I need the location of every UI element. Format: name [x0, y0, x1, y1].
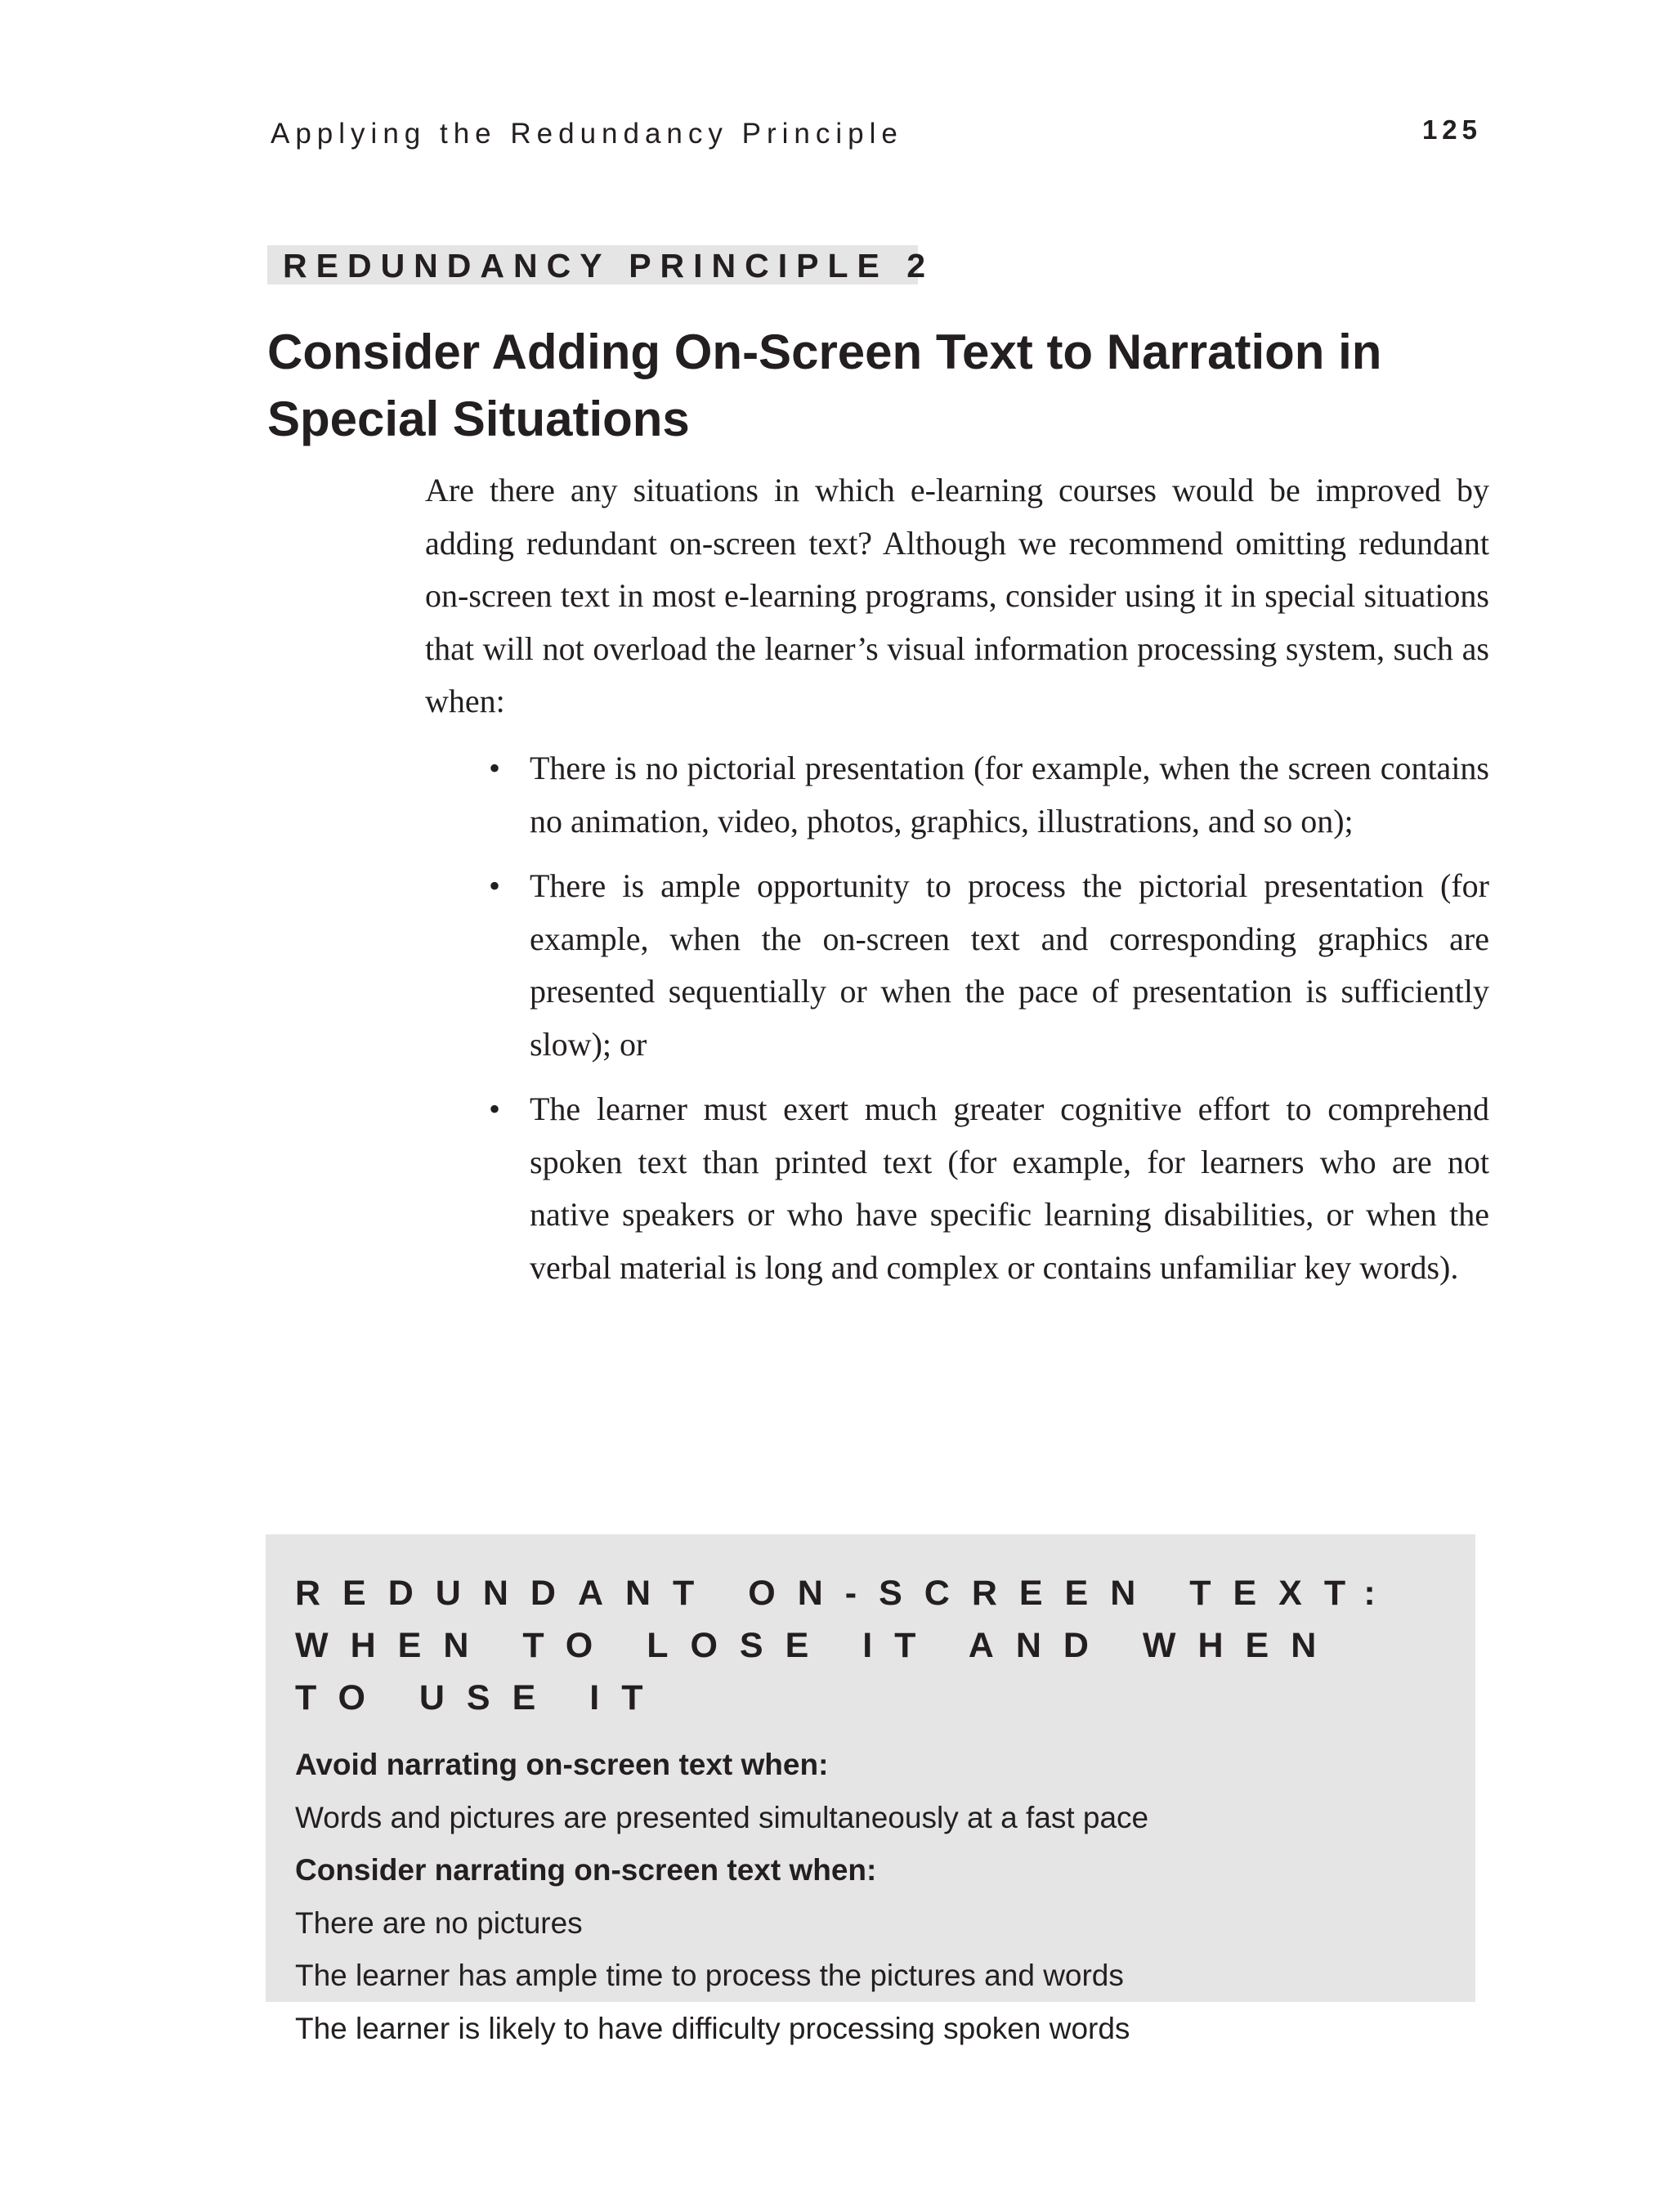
principle-label: REDUNDANCY PRINCIPLE 2 [267, 245, 918, 284]
avoid-item: Words and pictures are presented simultaneously at a fast pace [295, 1800, 1149, 1834]
consider-item: The learner has ample time to process the pictures and words [295, 1959, 1124, 1992]
sidebar-title: REDUNDANT ON-SCREEN TEXT: WHEN TO LOSE IT AND WHEN TO USE IT [295, 1574, 1398, 1717]
bullet-dot: • [489, 1090, 501, 1127]
section-heading: Consider Adding On-Screen Text to Narration in Special Situations [267, 325, 1382, 446]
bullet-item [489, 860, 1489, 1071]
bullet-item [489, 742, 1489, 848]
sidebar-box [266, 1534, 1475, 2045]
intro-paragraph: Are there any situations in which e-learning courses would be improved by adding redundant on-screen text? Although we recommend omitting redundant on-screen text in most e-learning programs, consider using it in special situations that will not overload the learner’s visual information processing system, such as when: [425, 472, 1489, 719]
consider-item: There are no pictures [295, 1905, 583, 1940]
bullet-list [489, 742, 1489, 1306]
bullet-dot: • [489, 867, 501, 904]
bullet-text: There is ample opportunity to process the pictorial presentation (for example, when the on-screen text and corresponding graphics are presented sequentially or when the pace of presentation is sufficiently slow); or [530, 867, 1489, 1063]
bullet-text: There is no pictorial presentation (for example, when the screen contains no animation, video, photos, graphics, illustrations, and so on); [530, 750, 1489, 840]
avoid-heading: Avoid narrating on-screen text when: [295, 1748, 829, 1781]
consider-heading: Consider narrating on-screen text when: [295, 1853, 877, 1887]
page-number: 125 [1421, 114, 1482, 145]
running-head: Applying the Redundancy Principle [271, 118, 903, 150]
bullet-item [489, 1083, 1489, 1294]
bullet-text: The learner must exert much greater cognitive effort to comprehend spoken text than printed text (for example, for learners who are not native speakers or who have specific learning disabilities, or when the verbal material is long and complex or contains unfamiliar key words). [530, 1090, 1489, 1286]
bullet-dot: • [489, 750, 501, 786]
consider-item: The learner is likely to have difficulty processing spoken words [295, 2011, 1130, 2045]
